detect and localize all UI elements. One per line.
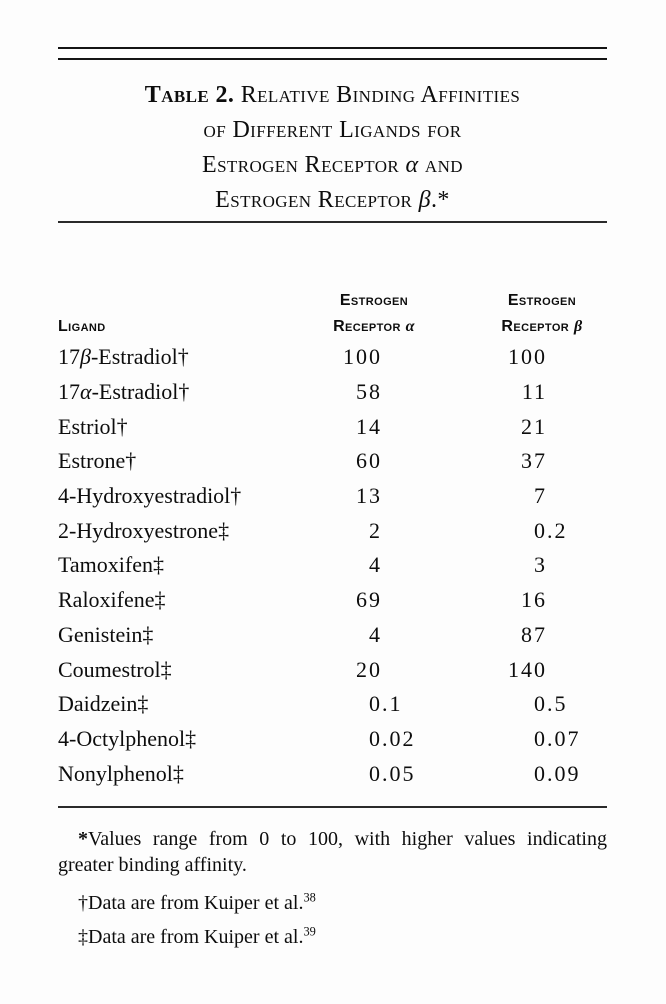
er-alpha-cell: 20 <box>356 656 382 682</box>
er-beta-cell: 11 <box>521 379 547 405</box>
binding-affinity-table <box>58 255 607 791</box>
er-alpha-cell: 69 <box>356 587 382 613</box>
table-row <box>58 687 607 722</box>
ligand-cell: Genistein‡ <box>58 621 154 647</box>
er-beta-cell: 21 <box>521 413 547 439</box>
table-row <box>58 409 607 444</box>
ligand-cell: Estrone† <box>58 448 137 474</box>
er-alpha-cell: 0.02 <box>369 725 416 751</box>
column-header-ligand: Ligand <box>58 318 106 335</box>
table-title-line1: Table 2. Relative Binding Affinities <box>144 82 521 108</box>
ligand-cell: 17α-Estradiol† <box>58 379 190 405</box>
table-title <box>58 78 607 218</box>
ligand-cell: 2-Hydroxyestrone‡ <box>58 517 230 543</box>
reference-number: 39 <box>303 924 316 939</box>
table-row <box>58 375 607 410</box>
table-row <box>58 618 607 653</box>
er-beta-cell: 16 <box>521 587 547 613</box>
ligand-cell: 4-Octylphenol‡ <box>58 725 197 751</box>
er-alpha-cell: 58 <box>356 379 382 405</box>
table-header-row <box>58 255 607 340</box>
ligand-cell: Raloxifene‡ <box>58 587 166 613</box>
table-row <box>58 722 607 757</box>
er-beta-cell: 0.09 <box>534 760 581 786</box>
table-row <box>58 513 607 548</box>
table-title-line2: of Different Ligands for <box>203 117 462 143</box>
column-header-er-alpha: Estrogen Receptor α <box>333 292 415 335</box>
footnote-values-range: *Values range from 0 to 100, with higher values indicating greater binding affinity. <box>58 828 607 876</box>
reference-number: 38 <box>303 890 316 905</box>
ligand-cell: Estriol† <box>58 413 128 439</box>
er-alpha-cell: 60 <box>356 448 382 474</box>
ligand-cell: 4-Hydroxyestradiol† <box>58 483 242 509</box>
ligand-cell: Nonylphenol‡ <box>58 760 184 786</box>
er-beta-cell: 7 <box>534 483 547 509</box>
er-alpha-cell: 0.05 <box>369 760 416 786</box>
top-double-rule <box>58 47 607 60</box>
table-bottom-rule <box>58 806 607 808</box>
table-row <box>58 548 607 583</box>
table-row <box>58 444 607 479</box>
footnote-dagger: †Data are from Kuiper et al.$^{38}$ <box>78 890 316 914</box>
asterisk-marker: * <box>78 828 88 850</box>
er-alpha-cell: 4 <box>369 552 382 578</box>
ligand-cell: Tamoxifen‡ <box>58 552 164 578</box>
ligand-cell: Coumestrol‡ <box>58 656 172 682</box>
table-row <box>58 583 607 618</box>
title-separator-rule <box>58 221 607 223</box>
table-title-line3: Estrogen Receptor α and <box>202 152 463 178</box>
er-beta-cell: 0.5 <box>534 691 568 717</box>
footnote-double-dagger: ‡Data are from Kuiper et al.$^{39}$ <box>78 924 316 948</box>
column-spacer <box>440 255 477 340</box>
er-alpha-cell: 13 <box>356 483 382 509</box>
er-beta-cell: 37 <box>521 448 547 474</box>
er-beta-cell: 0.2 <box>534 517 568 543</box>
er-alpha-cell: 14 <box>356 413 382 439</box>
table-row <box>58 340 607 375</box>
er-beta-cell: 100 <box>508 344 547 370</box>
table-row <box>58 479 607 514</box>
dagger-marker: † <box>78 892 88 914</box>
er-alpha-cell: 2 <box>369 517 382 543</box>
column-header-er-beta: Estrogen Receptor β <box>501 292 583 335</box>
er-beta-cell: 0.07 <box>534 725 581 751</box>
table-number-label: Table 2. <box>144 82 235 108</box>
ligand-cell: 17β-Estradiol† <box>58 344 189 370</box>
er-alpha-cell: 4 <box>369 621 382 647</box>
table-row <box>58 652 607 687</box>
er-beta-cell: 3 <box>534 552 547 578</box>
ligand-cell: Daidzein‡ <box>58 691 149 717</box>
double-dagger-marker: ‡ <box>78 926 88 948</box>
table-row <box>58 756 607 791</box>
er-alpha-cell: 0.1 <box>369 691 403 717</box>
er-beta-cell: 87 <box>521 621 547 647</box>
er-alpha-cell: 100 <box>343 344 382 370</box>
er-beta-cell: 140 <box>508 656 547 682</box>
table-title-line4: Estrogen Receptor β.* <box>215 187 450 213</box>
footnotes <box>58 826 607 950</box>
